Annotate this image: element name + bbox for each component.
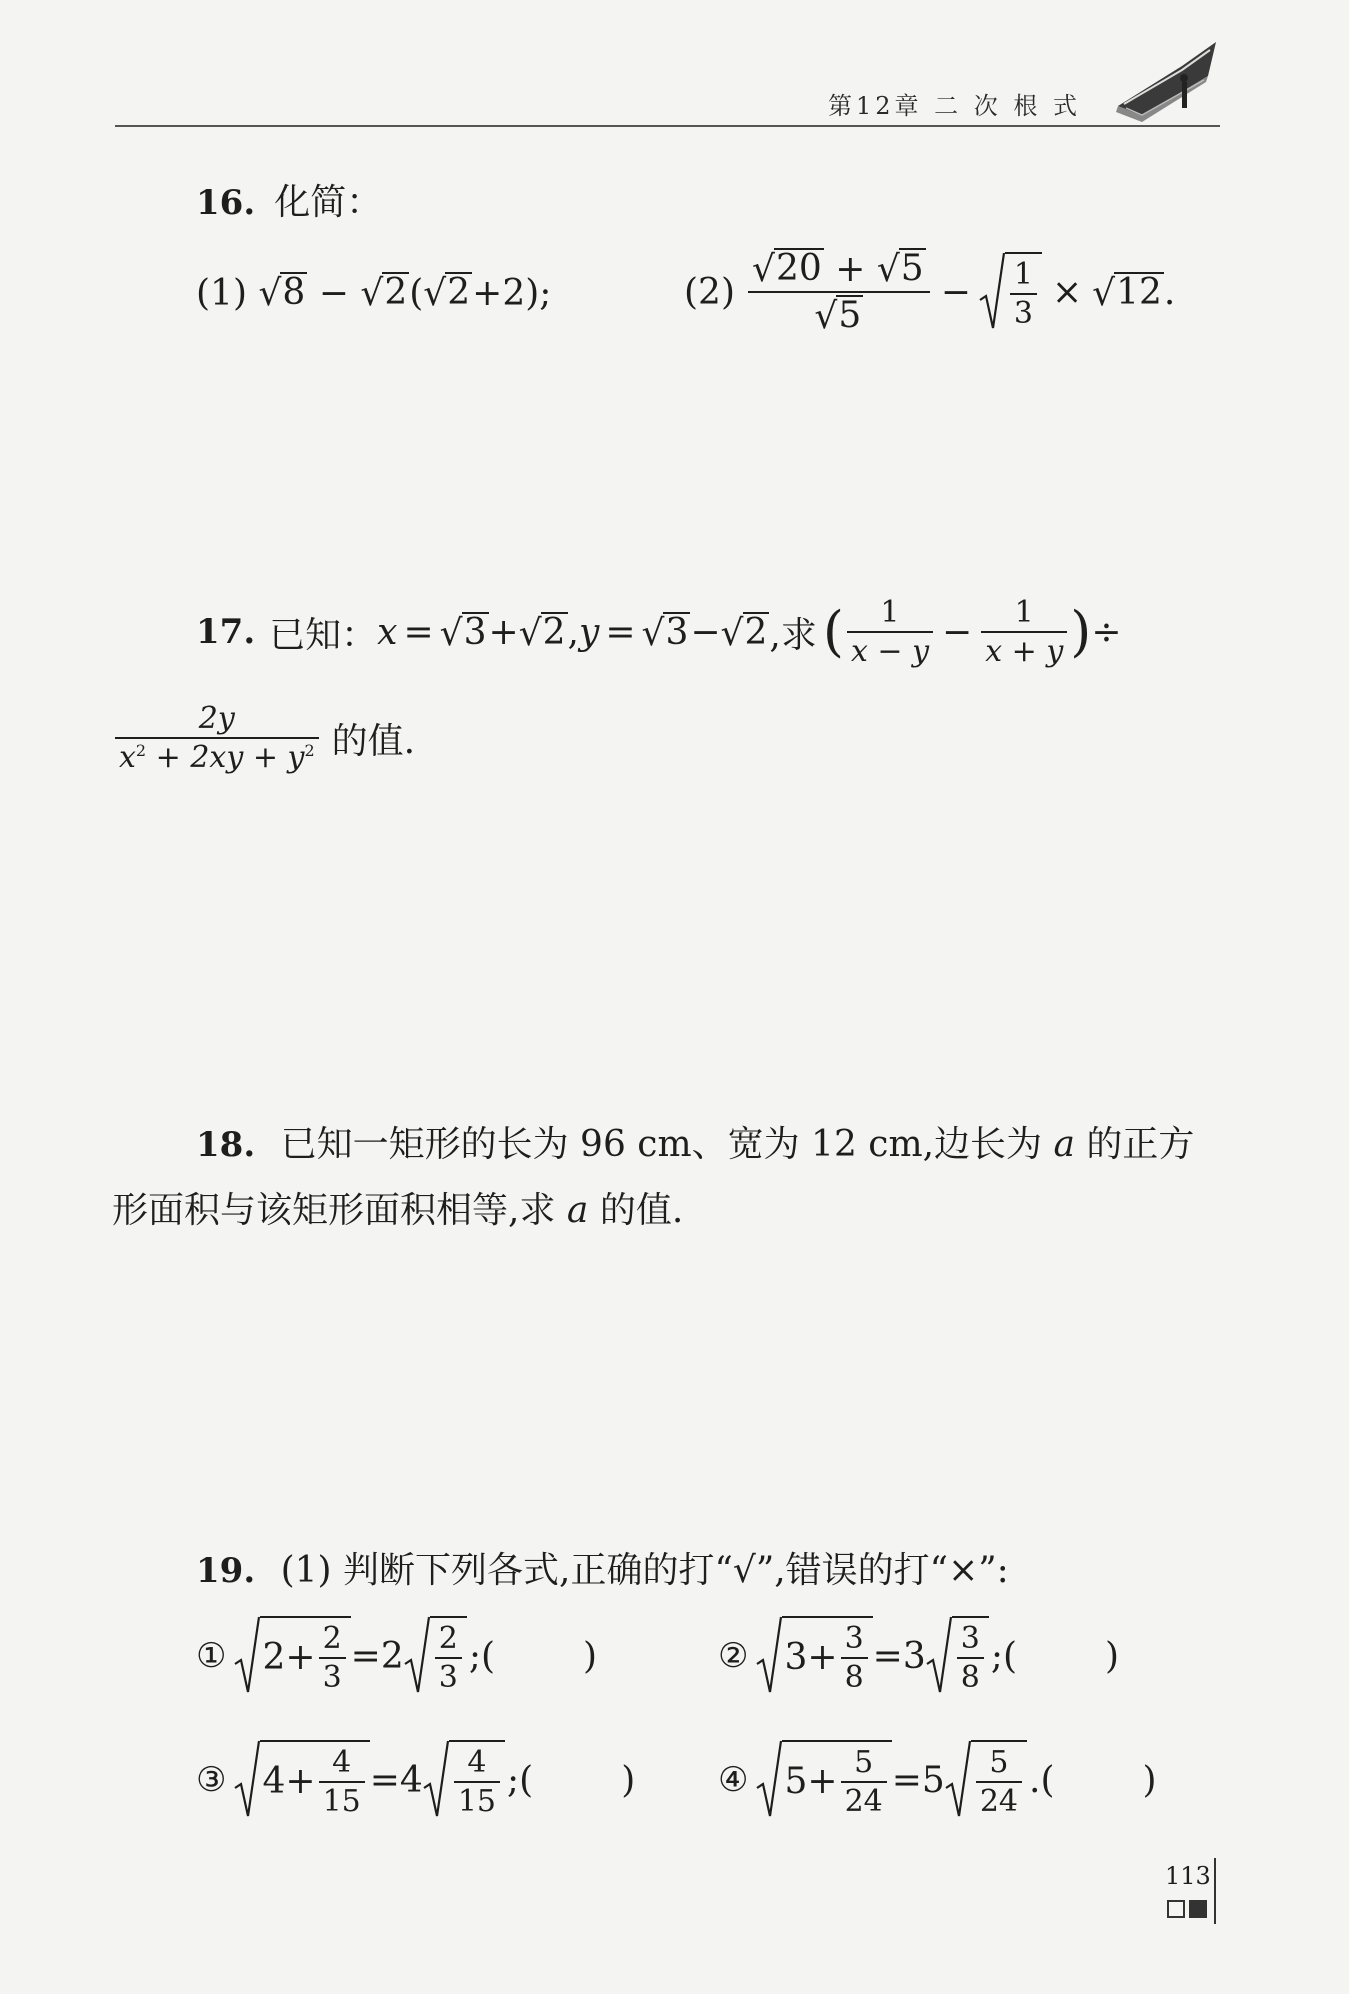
q19-title <box>196 1542 1009 1593</box>
minus: − <box>318 272 349 314</box>
item-marker: ② <box>718 1636 749 1676</box>
q19-item: ① 2+ $\frac{2}{3}$ =2 $\frac{2}{3}$ ;( ) <box>196 1616 597 1696</box>
page-number: 113 <box>1165 1862 1211 1890</box>
sqrt: $\frac{2}{3}$ <box>404 1616 467 1696</box>
book-icon <box>1112 36 1222 122</box>
q16-p2-label: (2) <box>684 271 735 313</box>
q18-number: 18. <box>196 1125 256 1165</box>
fraction: √ 20 + √ 5 √ 5 <box>748 248 930 337</box>
sqrt: √ 2 <box>360 272 408 314</box>
q19-item: ③ 4+ $\frac{4}{15}$ =4 $\frac{4}{15}$ ;( ) <box>196 1740 635 1820</box>
page-box-empty <box>1167 1900 1185 1918</box>
page-rule <box>1214 1858 1216 1924</box>
q17-number: 17. <box>196 612 256 652</box>
q16-number: 16. <box>196 183 256 223</box>
sqrt: 4+ $\frac{4}{15}$ <box>234 1740 369 1820</box>
q17-line2 <box>112 702 415 774</box>
sqrt: 3+ $\frac{3}{8}$ <box>756 1616 872 1696</box>
page-box-filled <box>1189 1900 1207 1918</box>
sqrt: $\frac{4}{15}$ <box>423 1740 505 1820</box>
sqrt: $\frac{3}{8}$ <box>926 1616 989 1696</box>
item-marker: ④ <box>718 1760 749 1800</box>
sqrt: $\frac{1}{3}$ <box>979 252 1042 332</box>
q19-number: 19. <box>196 1551 256 1591</box>
q16-part1: (1) √ 8 − √ 2 ( √ 2 +2); <box>196 272 552 314</box>
q18-line1: 18. 已知一矩形的长为 96 cm、宽为 12 cm,边长为 a 的正方 <box>196 1124 1195 1165</box>
sqrt: √ 2 <box>423 272 471 314</box>
item-marker: ① <box>196 1636 227 1676</box>
q19-item: ② 3+ $\frac{3}{8}$ =3 $\frac{3}{8}$ ;( ) <box>718 1616 1119 1696</box>
sqrt: √ 8 <box>258 272 306 314</box>
fraction: $\frac{1}{x + y}$ <box>981 596 1067 668</box>
q19-prompt: (1) 判断下列各式,正确的打“√”,错误的打“×”: <box>280 1550 1009 1591</box>
q19-item: ④ 5+ $\frac{5}{24}$ =5 $\frac{5}{24}$ .( ) <box>718 1740 1157 1820</box>
fraction: $\frac{1}{x - y}$ <box>847 596 933 668</box>
q16-prompt: 化简： <box>274 182 383 223</box>
q17-line1: 17. 已知： x = √ 3 + √ 2 , y = √ 3 − √ 2 ,求 ( $\frac{1}{x - y}$ − $\frac{1}{x + y}$ ) ÷ <box>196 595 1122 669</box>
item-marker: ③ <box>196 1760 227 1800</box>
q16-title <box>196 174 382 225</box>
chapter-header: 第12章 二 次 根 式 <box>828 92 1082 120</box>
sqrt: $\frac{5}{24}$ <box>945 1740 1027 1820</box>
q17-tail: 的值. <box>331 720 416 762</box>
q17-lead: 已知： <box>269 614 378 656</box>
sqrt: 5+ $\frac{5}{24}$ <box>756 1740 891 1820</box>
q18-line2: 形面积与该矩形面积相等,求 a 的值. <box>112 1190 684 1231</box>
q16-part2: (2) √ 20 + √ 5 √ 5 − $\frac{1}{3}$ × √ 12 . <box>684 248 1176 338</box>
q16-p1-label: (1) <box>196 272 247 314</box>
sqrt: 2+ $\frac{2}{3}$ <box>234 1616 350 1696</box>
header-rule <box>115 125 1220 127</box>
fraction: $\frac{2y}{x^2 + 2xy + y^2}$ <box>115 702 319 774</box>
